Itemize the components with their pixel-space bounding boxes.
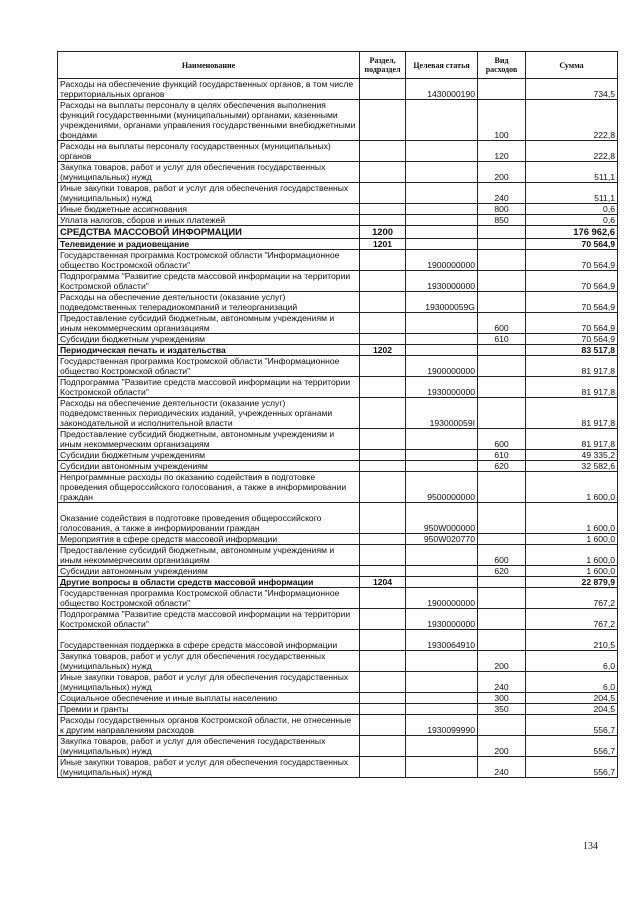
cell-kind: 600 bbox=[478, 545, 526, 566]
table-row bbox=[58, 757, 618, 778]
cell-target bbox=[406, 226, 478, 239]
cell-section: 1201 bbox=[360, 239, 406, 250]
table-row bbox=[58, 429, 618, 450]
table-row bbox=[58, 356, 618, 377]
cell-target: 950W020770 bbox=[406, 534, 478, 545]
cell-section bbox=[360, 736, 406, 757]
cell-kind: 100 bbox=[478, 100, 526, 141]
cell-name: Расходы на выплаты персоналу в целях обеспечения выполнения функций государственными (муниципальными) органами, казенными учреждениями, органами управления государственными внебюджетными фондами bbox=[58, 100, 360, 141]
cell-name: Субсидии автономным учреждениям bbox=[58, 461, 360, 472]
cell-sum: 222,8 bbox=[526, 100, 618, 141]
cell-sum: 204,5 bbox=[526, 693, 618, 704]
cell-kind bbox=[478, 239, 526, 250]
cell-kind bbox=[478, 577, 526, 588]
cell-kind bbox=[478, 534, 526, 545]
cell-target bbox=[406, 461, 478, 472]
cell-sum: 511,1 bbox=[526, 183, 618, 204]
cell-name: Периодическая печать и издательства bbox=[58, 345, 360, 356]
cell-section bbox=[360, 630, 406, 651]
table-row bbox=[58, 377, 618, 398]
cell-section bbox=[360, 693, 406, 704]
cell-target bbox=[406, 162, 478, 183]
cell-sum: 70 564,9 bbox=[526, 292, 618, 313]
cell-name: Премии и гранты bbox=[58, 704, 360, 715]
cell-target bbox=[406, 215, 478, 226]
cell-target: 193000059G bbox=[406, 292, 478, 313]
cell-name: Субсидии автономным учреждениям bbox=[58, 566, 360, 577]
cell-sum: 1 600,0 bbox=[526, 566, 618, 577]
cell-kind bbox=[478, 588, 526, 609]
cell-name: Иные бюджетные ассигнования bbox=[58, 204, 360, 215]
cell-target bbox=[406, 100, 478, 141]
cell-sum: 0,6 bbox=[526, 204, 618, 215]
cell-kind bbox=[478, 292, 526, 313]
page-number: 134 bbox=[583, 841, 598, 852]
cell-target: 1930000000 bbox=[406, 271, 478, 292]
table-row bbox=[58, 609, 618, 630]
cell-name: Государственная программа Костромской области "Информационное общество Костромской области" bbox=[58, 250, 360, 271]
cell-sum: 556,7 bbox=[526, 715, 618, 736]
cell-name: Расходы государственных органов Костромской области, не отнесенные к другим направлениям расходов bbox=[58, 715, 360, 736]
cell-sum: 767,2 bbox=[526, 588, 618, 609]
cell-name: Закупка товаров, работ и услуг для обеспечения государственных (муниципальных) нужд bbox=[58, 162, 360, 183]
cell-section bbox=[360, 215, 406, 226]
cell-sum: 70 564,9 bbox=[526, 250, 618, 271]
cell-name: Подпрограмма "Развитие средств массовой информации на территории Костромской области" bbox=[58, 377, 360, 398]
cell-kind: 600 bbox=[478, 313, 526, 334]
table-row bbox=[58, 239, 618, 250]
cell-name: Иные закупки товаров, работ и услуг для обеспечения государственных (муниципальных) нужд bbox=[58, 757, 360, 778]
cell-sum: 176 962,6 bbox=[526, 226, 618, 239]
cell-kind: 600 bbox=[478, 429, 526, 450]
cell-kind bbox=[478, 356, 526, 377]
cell-target bbox=[406, 141, 478, 162]
cell-section: 1200 bbox=[360, 226, 406, 239]
cell-name: Государственная поддержка в сфере средств массовой информации bbox=[58, 630, 360, 651]
table-row bbox=[58, 630, 618, 651]
cell-sum: 49 335,2 bbox=[526, 450, 618, 461]
cell-kind bbox=[478, 271, 526, 292]
cell-kind: 350 bbox=[478, 704, 526, 715]
table-row bbox=[58, 736, 618, 757]
table-row bbox=[58, 271, 618, 292]
cell-kind: 200 bbox=[478, 651, 526, 672]
cell-section bbox=[360, 100, 406, 141]
cell-sum: 70 564,9 bbox=[526, 239, 618, 250]
cell-name: Государственная программа Костромской области "Информационное общество Костромской области" bbox=[58, 588, 360, 609]
cell-sum: 556,7 bbox=[526, 736, 618, 757]
cell-target bbox=[406, 577, 478, 588]
cell-name: Иные закупки товаров, работ и услуг для обеспечения государственных (муниципальных) нужд bbox=[58, 183, 360, 204]
cell-kind bbox=[478, 79, 526, 100]
cell-section bbox=[360, 503, 406, 534]
table-row bbox=[58, 534, 618, 545]
table-row bbox=[58, 577, 618, 588]
cell-name: СРЕДСТВА МАССОВОЙ ИНФОРМАЦИИ bbox=[58, 226, 360, 239]
cell-kind: 200 bbox=[478, 162, 526, 183]
table-row bbox=[58, 226, 618, 239]
cell-kind: 240 bbox=[478, 672, 526, 693]
cell-target bbox=[406, 704, 478, 715]
table-row bbox=[58, 461, 618, 472]
cell-name: Предоставление субсидий бюджетным, автономным учреждениям и иным некоммерческим организациям bbox=[58, 429, 360, 450]
cell-name: Расходы на выплаты персоналу государственных (муниципальных) органов bbox=[58, 141, 360, 162]
cell-kind: 800 bbox=[478, 204, 526, 215]
cell-name: Социальное обеспечение и иные выплаты населению bbox=[58, 693, 360, 704]
cell-name: Уплата налогов, сборов и иных платежей bbox=[58, 215, 360, 226]
table-row bbox=[58, 693, 618, 704]
cell-sum: 734,5 bbox=[526, 79, 618, 100]
table-row bbox=[58, 398, 618, 429]
cell-section bbox=[360, 398, 406, 429]
table-row bbox=[58, 313, 618, 334]
header-sum: Сумма bbox=[526, 52, 618, 79]
cell-kind: 620 bbox=[478, 566, 526, 577]
cell-section bbox=[360, 356, 406, 377]
cell-section bbox=[360, 183, 406, 204]
table-row bbox=[58, 704, 618, 715]
cell-kind bbox=[478, 398, 526, 429]
cell-section bbox=[360, 334, 406, 345]
cell-kind bbox=[478, 503, 526, 534]
table-row bbox=[58, 162, 618, 183]
cell-section bbox=[360, 588, 406, 609]
cell-sum: 767,2 bbox=[526, 609, 618, 630]
table-row bbox=[58, 651, 618, 672]
cell-kind: 610 bbox=[478, 450, 526, 461]
cell-name: Расходы на обеспечение деятельности (оказание услуг) подведомственных периодических изданий, учрежденных органами законодательной и исполнительной власти bbox=[58, 398, 360, 429]
cell-sum: 556,7 bbox=[526, 757, 618, 778]
cell-name: Субсидии бюджетным учреждениям bbox=[58, 334, 360, 345]
table-row bbox=[58, 100, 618, 141]
cell-name: Расходы на обеспечение функций государственных органов, в том числе территориальных органов bbox=[58, 79, 360, 100]
cell-name: Иные закупки товаров, работ и услуг для обеспечения государственных (муниципальных) нужд bbox=[58, 672, 360, 693]
cell-kind bbox=[478, 250, 526, 271]
cell-section bbox=[360, 450, 406, 461]
cell-target: 9500000000 bbox=[406, 472, 478, 503]
cell-section bbox=[360, 472, 406, 503]
cell-name: Подпрограмма "Развитие средств массовой информации на территории Костромской области" bbox=[58, 271, 360, 292]
table-row bbox=[58, 450, 618, 461]
cell-section bbox=[360, 715, 406, 736]
cell-sum: 6,0 bbox=[526, 672, 618, 693]
table-row bbox=[58, 79, 618, 100]
table-row bbox=[58, 588, 618, 609]
cell-section bbox=[360, 651, 406, 672]
cell-kind: 610 bbox=[478, 334, 526, 345]
cell-section: 1204 bbox=[360, 577, 406, 588]
table-row bbox=[58, 672, 618, 693]
cell-sum: 204,5 bbox=[526, 704, 618, 715]
cell-section bbox=[360, 461, 406, 472]
table-row bbox=[58, 503, 618, 534]
cell-sum: 83 517,8 bbox=[526, 345, 618, 356]
cell-target: 1900000000 bbox=[406, 588, 478, 609]
cell-name: Оказание содействия в подготовке проведения общероссийского голосования, а также в информировании граждан bbox=[58, 503, 360, 534]
cell-target bbox=[406, 566, 478, 577]
header-target: Целевая статья bbox=[406, 52, 478, 79]
table-row bbox=[58, 545, 618, 566]
cell-sum: 1 600,0 bbox=[526, 534, 618, 545]
cell-target: 193000059I bbox=[406, 398, 478, 429]
cell-section bbox=[360, 313, 406, 334]
cell-kind bbox=[478, 345, 526, 356]
cell-sum: 81 917,8 bbox=[526, 398, 618, 429]
cell-kind: 240 bbox=[478, 183, 526, 204]
cell-target: 950W000000 bbox=[406, 503, 478, 534]
cell-sum: 0,6 bbox=[526, 215, 618, 226]
cell-target bbox=[406, 239, 478, 250]
cell-section bbox=[360, 162, 406, 183]
cell-section bbox=[360, 757, 406, 778]
cell-sum: 210,5 bbox=[526, 630, 618, 651]
table-row bbox=[58, 472, 618, 503]
cell-name: Предоставление субсидий бюджетным, автономным учреждениям и иным некоммерческим организациям bbox=[58, 313, 360, 334]
cell-sum: 1 600,0 bbox=[526, 545, 618, 566]
cell-section bbox=[360, 271, 406, 292]
cell-kind bbox=[478, 715, 526, 736]
cell-kind: 200 bbox=[478, 736, 526, 757]
cell-section bbox=[360, 545, 406, 566]
cell-target bbox=[406, 334, 478, 345]
cell-sum: 81 917,8 bbox=[526, 377, 618, 398]
table-row bbox=[58, 345, 618, 356]
cell-name: Предоставление субсидий бюджетным, автономным учреждениям и иным некоммерческим организациям bbox=[58, 545, 360, 566]
cell-target bbox=[406, 693, 478, 704]
cell-section bbox=[360, 609, 406, 630]
cell-sum: 6,0 bbox=[526, 651, 618, 672]
cell-name: Закупка товаров, работ и услуг для обеспечения государственных (муниципальных) нужд bbox=[58, 651, 360, 672]
cell-target: 1930064910 bbox=[406, 630, 478, 651]
cell-target bbox=[406, 545, 478, 566]
cell-name: Расходы на обеспечение деятельности (оказание услуг) подведомственных телерадиокомпаний и телеорганизаций bbox=[58, 292, 360, 313]
table-row bbox=[58, 566, 618, 577]
cell-sum: 81 917,8 bbox=[526, 356, 618, 377]
cell-section bbox=[360, 429, 406, 450]
cell-name: Телевидение и радиовещание bbox=[58, 239, 360, 250]
cell-target bbox=[406, 450, 478, 461]
cell-sum: 22 879,9 bbox=[526, 577, 618, 588]
cell-section bbox=[360, 534, 406, 545]
cell-section bbox=[360, 566, 406, 577]
cell-sum: 511,1 bbox=[526, 162, 618, 183]
cell-target: 1930099990 bbox=[406, 715, 478, 736]
table-row bbox=[58, 141, 618, 162]
cell-target: 1900000000 bbox=[406, 356, 478, 377]
cell-kind: 300 bbox=[478, 693, 526, 704]
table-row bbox=[58, 215, 618, 226]
cell-target bbox=[406, 672, 478, 693]
cell-target bbox=[406, 313, 478, 334]
cell-kind bbox=[478, 472, 526, 503]
table-row bbox=[58, 292, 618, 313]
table-row bbox=[58, 204, 618, 215]
cell-kind bbox=[478, 377, 526, 398]
cell-kind bbox=[478, 226, 526, 239]
cell-sum: 32 582,6 bbox=[526, 461, 618, 472]
cell-sum: 70 564,9 bbox=[526, 313, 618, 334]
cell-sum: 1 600,0 bbox=[526, 503, 618, 534]
table-row bbox=[58, 334, 618, 345]
cell-name: Субсидии бюджетным учреждениям bbox=[58, 450, 360, 461]
cell-target bbox=[406, 651, 478, 672]
cell-section bbox=[360, 704, 406, 715]
table-row bbox=[58, 183, 618, 204]
header-name: Наименование bbox=[58, 52, 360, 79]
cell-target bbox=[406, 204, 478, 215]
cell-target bbox=[406, 183, 478, 204]
cell-target: 1900000000 bbox=[406, 250, 478, 271]
cell-target bbox=[406, 757, 478, 778]
cell-section bbox=[360, 141, 406, 162]
cell-sum: 70 564,9 bbox=[526, 334, 618, 345]
cell-kind: 120 bbox=[478, 141, 526, 162]
budget-table bbox=[57, 51, 618, 778]
cell-name: Мероприятия в сфере средств массовой информации bbox=[58, 534, 360, 545]
table-header-row bbox=[58, 52, 618, 79]
cell-kind: 240 bbox=[478, 757, 526, 778]
cell-target bbox=[406, 429, 478, 450]
cell-section bbox=[360, 250, 406, 271]
table-row bbox=[58, 715, 618, 736]
cell-name: Подпрограмма "Развитие средств массовой информации на территории Костромской области" bbox=[58, 609, 360, 630]
cell-section bbox=[360, 204, 406, 215]
cell-name: Непрограммные расходы по оказанию содействия в подготовке проведения общероссийского голосования, а также в информировании граждан bbox=[58, 472, 360, 503]
cell-name: Государственная программа Костромской области "Информационное общество Костромской области" bbox=[58, 356, 360, 377]
cell-name: Другие вопросы в области средств массовой информации bbox=[58, 577, 360, 588]
cell-sum: 70 564,9 bbox=[526, 271, 618, 292]
cell-sum: 222,8 bbox=[526, 141, 618, 162]
header-kind: Вид расходов bbox=[478, 52, 526, 79]
cell-name: Закупка товаров, работ и услуг для обеспечения государственных (муниципальных) нужд bbox=[58, 736, 360, 757]
cell-kind bbox=[478, 609, 526, 630]
cell-sum: 1 600,0 bbox=[526, 472, 618, 503]
header-section: Раздел, подраздел bbox=[360, 52, 406, 79]
cell-sum: 81 917,8 bbox=[526, 429, 618, 450]
cell-kind bbox=[478, 630, 526, 651]
cell-section bbox=[360, 672, 406, 693]
cell-target bbox=[406, 345, 478, 356]
cell-section bbox=[360, 292, 406, 313]
cell-section bbox=[360, 79, 406, 100]
cell-target: 1930000000 bbox=[406, 377, 478, 398]
cell-section: 1202 bbox=[360, 345, 406, 356]
cell-target bbox=[406, 736, 478, 757]
cell-target: 1930000000 bbox=[406, 609, 478, 630]
cell-target: 1430000190 bbox=[406, 79, 478, 100]
cell-kind: 620 bbox=[478, 461, 526, 472]
budget-table-body bbox=[58, 79, 618, 778]
cell-section bbox=[360, 377, 406, 398]
cell-kind: 850 bbox=[478, 215, 526, 226]
table-row bbox=[58, 250, 618, 271]
